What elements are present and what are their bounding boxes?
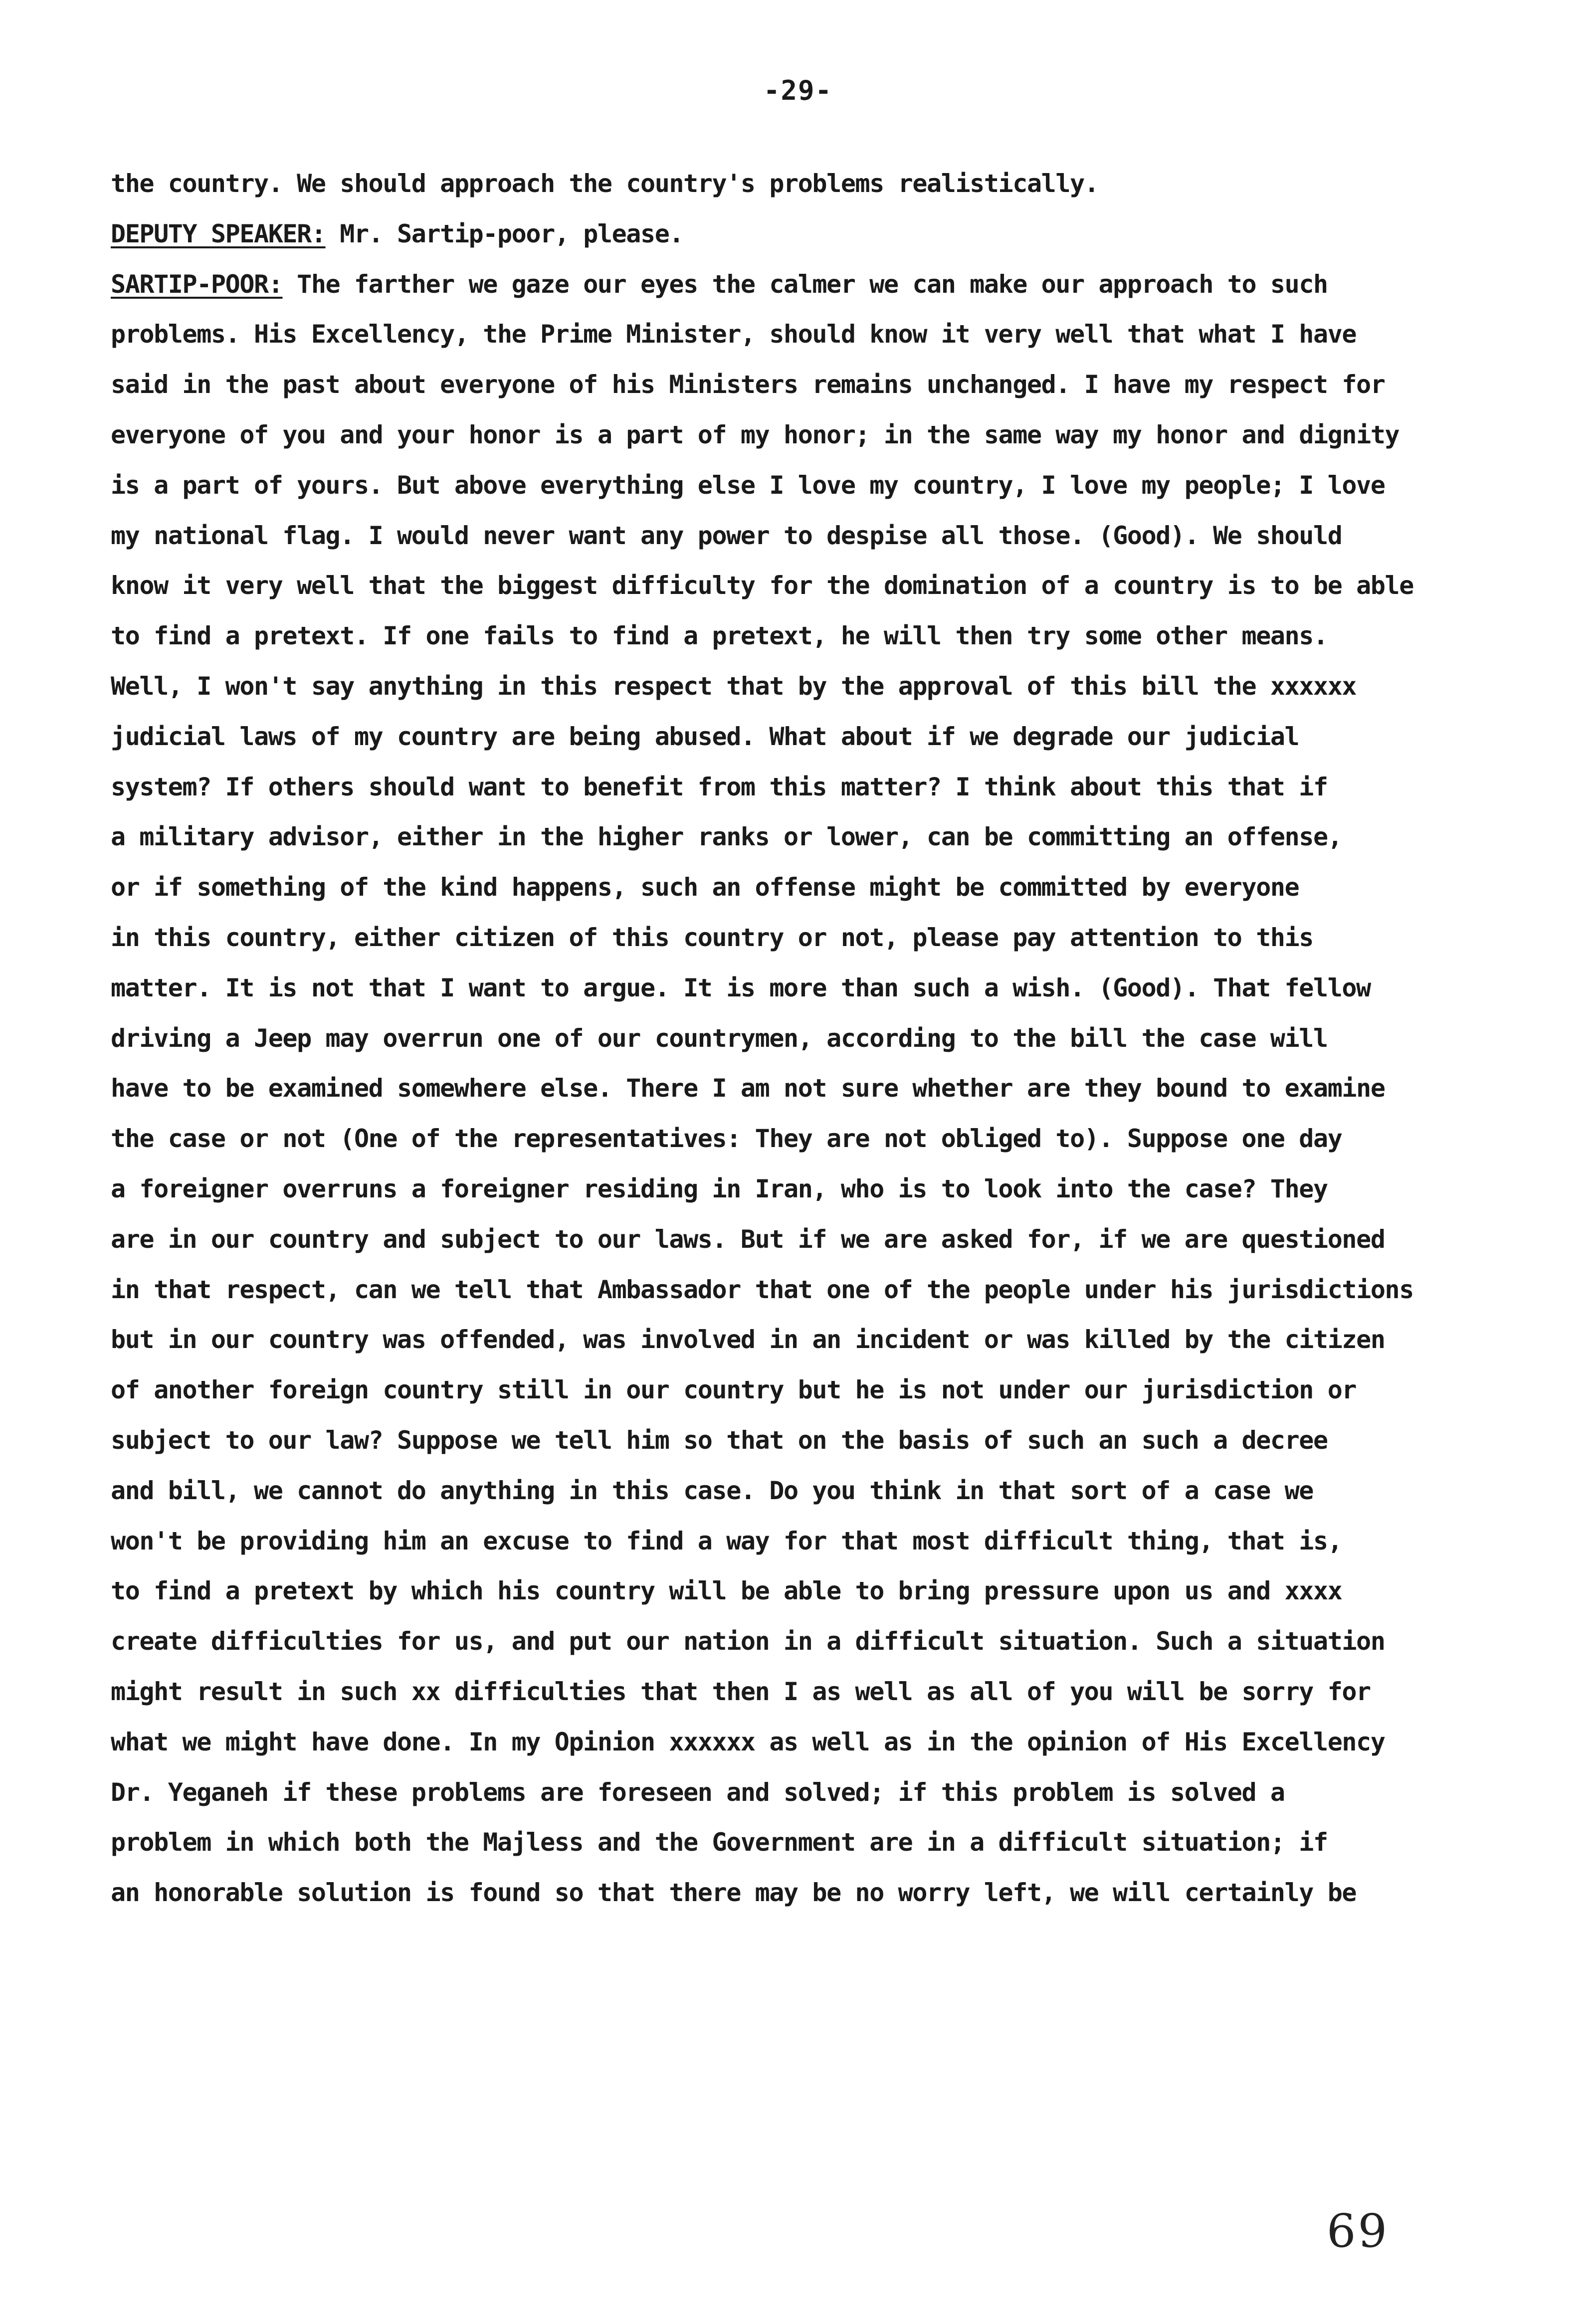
text-line: said in the past about everyone of his Ministers remains unchanged. I have my respect for [111,370,1385,399]
text-line: the country. We should approach the country's problems realistically. [111,169,1099,198]
text-line: system? If others should want to benefit from this matter? I think about this that if [111,772,1328,801]
text-line: and bill, we cannot do anything in this case. Do you think in that sort of a case we [111,1476,1314,1505]
text-line: problem in which both the Majless and the Government are in a difficult situation; if [111,1828,1328,1857]
text-line: have to be examined somewhere else. There I am not sure whether are they bound to examine [111,1074,1385,1103]
text-line: is a part of yours. But above everything else I love my country, I love my people; I love [111,470,1385,500]
text-line: matter. It is not that I want to argue. It is more than such a wish. (Good). That fellow [111,973,1371,1002]
text-line: are in our country and subject to our laws. But if we are asked for, if we are questioned [111,1224,1385,1254]
text-line: in this country, either citizen of this country or not, please pay attention to this [111,923,1314,952]
text-line [111,259,1507,310]
speaker-label-sartip-poor: SARTIP-POOR: [111,269,283,299]
text-line: the case or not (One of the representatives: They are not obliged to). Suppose one day [111,1124,1342,1154]
text-line: problems. His Excellency, the Prime Minister, should know it very well that what I have [111,320,1357,349]
text-line: or if something of the kind happens, such an offense might be committed by everyone [111,873,1299,902]
text-line: to find a pretext by which his country will be able to bring pressure upon us and xxxx [111,1576,1342,1606]
text-line: judicial laws of my country are being abused. What about if we degrade our judicial [111,722,1299,751]
text-line: Dr. Yeganeh if these problems are foreseen and solved; if this problem is solved a [111,1777,1285,1807]
text-line: driving a Jeep may overrun one of our countrymen, according to the bill the case will [111,1023,1328,1053]
text-line: everyone of you and your honor is a part of my honor; in the same way my honor and dignity [111,420,1399,449]
speaker-label-deputy-speaker: DEPUTY SPEAKER: [111,219,326,248]
text-line: what we might have done. In my Opinion xxxxxx as well as in the opinion of His Excellency [111,1727,1385,1756]
text-line: won't be providing him an excuse to find a way for that most difficult thing, that is, [111,1526,1342,1555]
text-line: might result in such xx difficulties that then I as well as all of you will be sorry for [111,1677,1371,1706]
text-line: my national flag. I would never want any power to despise all those. (Good). We should [111,521,1342,550]
text-line: Well, I won't say anything in this respect that by the approval of this bill the xxxxxx [111,671,1357,701]
transcript-body [111,159,1507,1918]
handwritten-page-number: 69 [1327,2204,1390,2258]
text-line: in that respect, can we tell that Ambassador that one of the people under his jurisdictions [111,1275,1413,1304]
text-line: subject to our law? Suppose we tell him so that on the basis of such an such a decree [111,1425,1328,1455]
text-line: create difficulties for us, and put our nation in a difficult situation. Such a situation [111,1627,1385,1656]
text-line: know it very well that the biggest difficulty for the domination of a country is to be able [111,571,1413,600]
text-line: an honorable solution is found so that there may be no worry left, we will certainly be [111,1878,1357,1908]
text-line: a military advisor, either in the higher ranks or lower, can be committing an offense, [111,822,1342,852]
text-line: to find a pretext. If one fails to find a pretext, he will then try some other means. [111,621,1328,651]
line-text: Mr. Sartip-poor, please. [325,219,684,248]
text-line [111,209,1507,259]
text-line: but in our country was offended, was involved in an incident or was killed by the citizen [111,1325,1385,1355]
text-line: a foreigner overruns a foreigner residing in Iran, who is to look into the case? They [111,1174,1328,1203]
line-text: The farther we gaze our eyes the calmer we can make our approach to such [282,269,1328,299]
text-line: of another foreign country still in our country but he is not under our jurisdiction or [111,1375,1357,1405]
page-number: -29- [763,75,833,106]
